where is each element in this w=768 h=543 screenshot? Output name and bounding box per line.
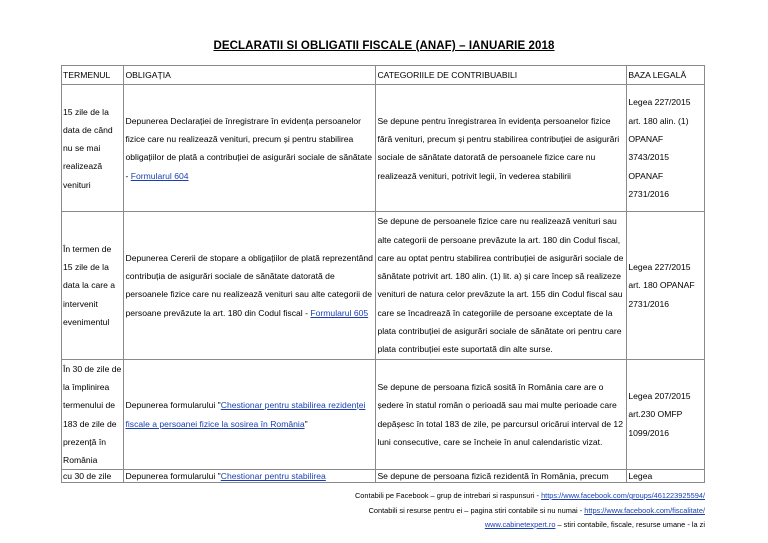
table-row bbox=[62, 85, 705, 212]
cell-obligatie: Depunerea Cererii de stopare a obligațiilor de plată reprezentând contribuția de asigurări sociale de sănătate datorată de persoanele fizice care nu realizează venituri sau alte categorii de persoane prevăzute la art. 180 din Codul fiscal - Formularul 605 bbox=[125, 252, 373, 318]
document-title: DECLARATII SI OBLIGATII FISCALE (ANAF) – IANUARIE 2018 bbox=[213, 40, 555, 52]
cell-categorii: Se depune pentru înregistrarea în evidența persoanelor fizice fără venituri, precum și pentru stabilirea contribuției de asigurări sociale de sănătate datorată de persoanele fizice care nu realizează venituri, potrivit legii, în vederea stabilirii bbox=[377, 115, 620, 181]
table-row bbox=[62, 212, 705, 359]
table-row bbox=[62, 470, 705, 483]
chestionar-sosire-link[interactable]: Chestionar pentru stabilirea rezidenței fiscale a persoanei fizice la sosirea în România bbox=[125, 400, 366, 429]
cell-termen: 15 zile de la data de când nu se mai realizează venituri bbox=[63, 106, 113, 190]
footer-line-website: www.cabinetexpert.ro – stiri contabile, fiscale, resurse umane - la zi bbox=[484, 520, 705, 529]
cell-baza-legala: Legea 207/2015 art.230 OMFP 1099/2016 bbox=[628, 391, 691, 438]
cell-baza-legala: Legea 227/2015 art. 180 OPANAF 2731/2016 bbox=[628, 262, 695, 309]
cell-obligatie: Depunerea formularului "Chestionar pentru stabilirea rezidenței fiscale a persoanei fizice la sosirea în România" bbox=[125, 400, 366, 429]
form-604-link[interactable]: Formularul 604 bbox=[130, 170, 189, 181]
footer-line-facebook-page: Contabili si resurse pentru ei – pagina stiri contabile si nu numai - https://www.facebook.com/fiscalitate/ bbox=[368, 506, 705, 515]
facebook-group-link[interactable]: https://www.facebook.com/groups/461223925594/ bbox=[541, 491, 705, 500]
cell-termen: cu 30 de zile bbox=[62, 470, 124, 483]
cabinetexpert-link[interactable]: www.cabinetexpert.ro bbox=[484, 520, 556, 529]
header-termen: TERMENUL bbox=[62, 66, 124, 85]
header-obligatia: OBLIGAȚIA bbox=[124, 66, 376, 85]
chestionar-link[interactable]: Chestionar pentru stabilirea bbox=[220, 471, 326, 482]
cell-baza-legala: Legea bbox=[627, 470, 705, 483]
table-row bbox=[62, 359, 705, 470]
cell-termen: În termen de 15 zile de la data la care a intervenit evenimentul bbox=[63, 243, 116, 327]
cell-obligatie: Depunerea formularului "Chestionar pentru stabilirea bbox=[124, 470, 376, 483]
cell-obligatie: Depunerea Declarației de înregistrare în evidența persoanelor fizice care nu realizează venituri, precum și pentru stabilirea obligațiilor de plată a contribuției de asigurări sociale de sănătate - Formularul 604 bbox=[125, 115, 372, 181]
cell-termen: În 30 de zile de la împlinirea termenului de 183 de zile de prezență în România bbox=[63, 363, 122, 466]
cell-categorii: Se depune de persoana fizică rezidentă în România, precum bbox=[376, 470, 627, 483]
header-baza-legala: BAZA LEGALĂ bbox=[627, 66, 705, 85]
cell-categorii: Se depune de persoana fizică sosită în România care are o ședere în statul român o perioadă sau mai multe perioade care depășesc în total 183 de zile, pe parcursul oricărui interval de 12 luni consecutive, care se încheie în anul calendaristic vizat. bbox=[377, 381, 623, 447]
obligations-table bbox=[61, 65, 705, 483]
cell-baza-legala: Legea 227/2015 art. 180 alin. (1) OPANAF 3743/2015 OPANAF 2731/2016 bbox=[628, 97, 691, 199]
header-categorii: CATEGORIILE DE CONTRIBUABILI bbox=[376, 66, 627, 85]
cell-categorii: Se depune de persoanele fizice care nu realizează venituri sau alte categorii de persoane prevăzute la art. 180 din Codul fiscal, care au optat pentru stabilirea contribuției de asigurări sociale de sănătate potrivit art. 180 alin. (1) lit. a) și care încep să realizeze venituri de natura celor prevăzute la art. 155 din Codul fiscal sau care se încadrează în categoriile de persoane exceptate de la plata contribuției de asigurări sociale de sănătate ori pentru care plata contribuției este suportată din alte surse. bbox=[377, 216, 624, 355]
facebook-page-link[interactable]: https://www.facebook.com/fiscalitate/ bbox=[584, 506, 705, 515]
footer-line-facebook-group: Contabili pe Facebook – grup de intrebari si raspunsuri - https://www.facebook.com/groups/461223925594/ bbox=[354, 491, 705, 500]
form-605-link[interactable]: Formularul 605 bbox=[310, 307, 369, 318]
table-header-row bbox=[62, 66, 705, 85]
